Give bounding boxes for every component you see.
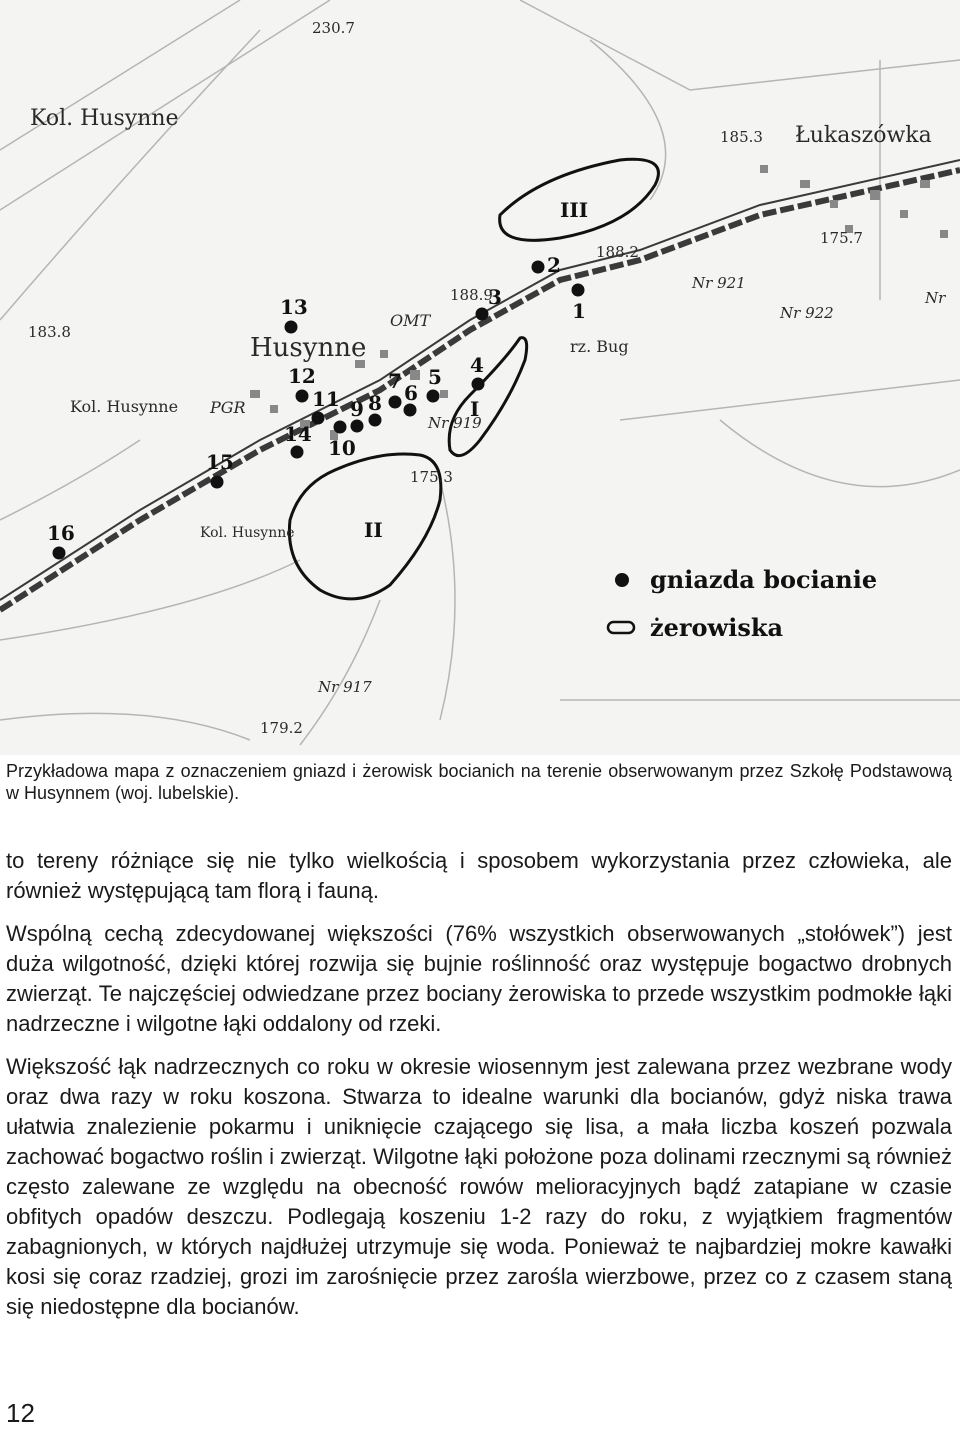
svg-text:4: 4 (470, 353, 484, 377)
nest-10 (334, 421, 347, 434)
svg-text:III: III (560, 198, 589, 222)
nest-2 (532, 261, 545, 274)
svg-text:185.3: 185.3 (720, 128, 763, 146)
label-rz-bug: rz. Bug (570, 337, 629, 356)
legend-nest-symbol (615, 573, 629, 587)
svg-text:Nr: Nr (925, 289, 946, 307)
svg-text:Nr 919: Nr 919 (428, 414, 482, 432)
svg-text:183.8: 183.8 (28, 323, 71, 341)
svg-text:II: II (364, 518, 383, 542)
nest-1 (572, 284, 585, 297)
svg-text:Nr 917: Nr 917 (318, 678, 372, 696)
svg-text:230.7: 230.7 (312, 19, 355, 37)
svg-text:8: 8 (368, 391, 382, 415)
svg-text:5: 5 (428, 365, 442, 389)
paragraph-1: to tereny różniące się nie tylko wielkością i sposobem wykorzystania przez człowieka, ale również występującą tam florą i fauną. (6, 848, 952, 903)
svg-text:188.2: 188.2 (596, 243, 639, 261)
label-kol-husynne-low: Kol. Husynne (200, 525, 295, 541)
svg-text:1: 1 (572, 299, 586, 323)
svg-text:9: 9 (350, 397, 364, 421)
svg-text:6: 6 (404, 381, 418, 405)
label-kol-husynne-top: Kol. Husynne (30, 106, 179, 131)
nest-6 (404, 404, 417, 417)
page-number: 12 (6, 1398, 35, 1428)
legend-nest-label: gniazda bocianie (650, 565, 878, 594)
map-caption: Przykładowa mapa z oznaczeniem gniazd i żerowisk bocianich na terenie obserwowanym przez Szkołę Podstawową w Husynnem (woj. lubelskie). (6, 761, 952, 803)
svg-text:179.2: 179.2 (260, 719, 303, 737)
label-pgr: PGR (210, 398, 246, 417)
nest-3 (476, 308, 489, 321)
svg-text:3: 3 (488, 285, 502, 309)
nest-8 (369, 414, 382, 427)
svg-text:Nr 921: Nr 921 (692, 274, 746, 292)
nest-15 (211, 476, 224, 489)
svg-text:2: 2 (547, 253, 561, 277)
nest-7 (389, 396, 402, 409)
svg-text:12: 12 (288, 364, 316, 388)
label-kol-husynne-mid: Kol. Husynne (70, 397, 179, 416)
svg-text:15: 15 (206, 450, 234, 474)
paragraph-2: Wspólną cechą zdecydowanej większości (76% wszystkich obserwowanych „stołówek”) jest duża wilgotność, dzięki której rozwija się bujnie roślinność oraz występuje bogactwo drobnych zwierząt. Te najczęściej odwiedzane przez bociany żerowiska to przede wszystkim podmokłe łąki nadrzeczne i wilgotne łąki oddalony od rzeki. (6, 921, 952, 1036)
svg-text:175.3: 175.3 (410, 468, 453, 486)
svg-text:175.7: 175.7 (820, 229, 863, 247)
legend-feeding-label: żerowiska (650, 613, 784, 642)
svg-text:188.9: 188.9 (450, 286, 493, 304)
nest-11 (312, 412, 325, 425)
nest-5 (427, 390, 440, 403)
label-lukaszowka: Łukaszówka (795, 123, 932, 148)
nest-9 (351, 420, 364, 433)
svg-text:Nr 922: Nr 922 (780, 304, 834, 322)
paragraph-3: Większość łąk nadrzecznych co roku w okresie wiosennym jest zalewana przez wezbrane wody oraz dwa razy w roku koszona. Stwarza to idealne warunki dla bocianów, gdyż niska trawa ułatwia znalezienie pokarmu i uniknięcie czającego się lisa, a mała liczba koszeń pozwala zachować bogactwo roślin i zwierząt. Wilgotne łąki położone poza dolinami rzecznymi są również często zalewane ze względu na obecność rowów melioracyjnych bądź zatapiane w czasie obfitych opadów deszczu. Podlegają koszeniu 1-2 razy do roku, z wyjątkiem fragmentów zabagnionych, w których najdłużej utrzymuje się woda. Ponieważ te najbardziej mokre kawałki kosi się coraz rzadziej, grozi im zarośnięcie przez zarośla wierzbowe, przez co z czasem staną się niedostępne dla bocianów. (6, 1054, 952, 1319)
nest-13 (285, 321, 298, 334)
svg-text:I: I (470, 397, 480, 421)
label-omt: OMT (390, 311, 431, 330)
svg-text:10: 10 (328, 436, 356, 460)
nest-14 (291, 446, 304, 459)
nest-16 (53, 547, 66, 560)
svg-text:11: 11 (312, 387, 340, 411)
svg-text:16: 16 (47, 521, 75, 545)
svg-text:7: 7 (388, 369, 402, 393)
svg-text:13: 13 (280, 295, 308, 319)
label-husynne: Husynne (250, 333, 367, 363)
nest-4 (472, 378, 485, 391)
nest-12 (296, 390, 309, 403)
svg-text:14: 14 (284, 422, 312, 446)
